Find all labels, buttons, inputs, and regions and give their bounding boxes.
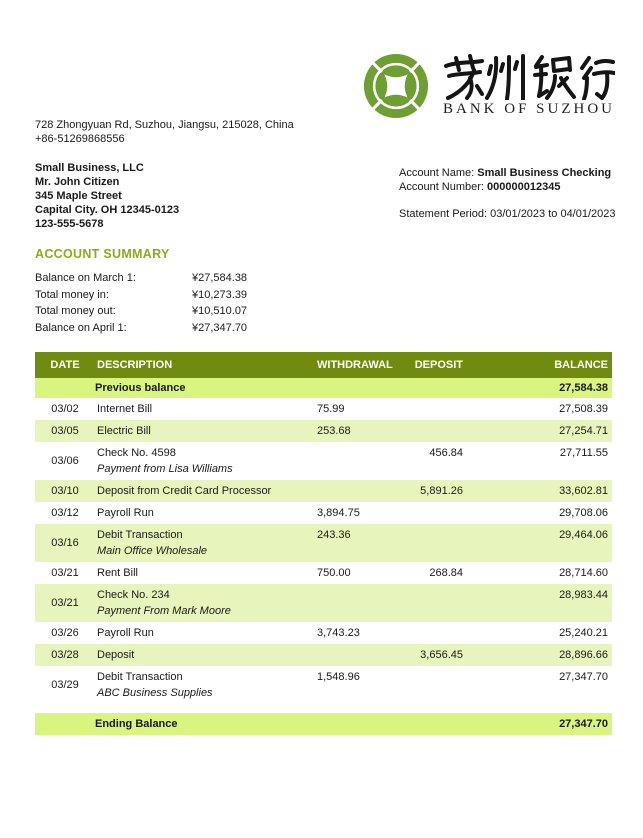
transaction-withdrawal: 75.99	[317, 403, 345, 415]
transaction-description: Check No. 4598 Payment from Lisa Williams	[97, 447, 233, 475]
column-header-date: DATE	[35, 352, 95, 378]
transaction-deposit	[395, 420, 465, 442]
transaction-balance: 28,714.60	[559, 567, 608, 579]
table-row	[35, 644, 612, 666]
transaction-date: 03/06	[51, 455, 79, 467]
statement-period-line	[399, 207, 616, 221]
transaction-deposit	[395, 524, 465, 562]
account-name-value: Small Business Checking	[477, 167, 612, 179]
table-row	[35, 622, 612, 644]
account-summary-section	[35, 247, 355, 336]
transaction-date: 03/21	[51, 597, 79, 609]
transaction-deposit: 456.84	[429, 447, 463, 459]
transaction-deposit	[395, 622, 465, 644]
transaction-description: Deposit from Credit Card Processor	[97, 485, 272, 497]
transaction-balance: 27,508.39	[559, 403, 608, 415]
summary-row	[35, 287, 355, 304]
table-row	[35, 666, 612, 704]
bank-street-address: 728 Zhongyuan Rd, Suzhou, Jiangsu, 215028, China	[35, 119, 294, 131]
account-summary-rows	[35, 270, 355, 336]
table-row	[35, 420, 612, 442]
customer-company: Small Business, LLC	[35, 162, 144, 174]
transaction-description: Rent Bill	[97, 567, 138, 579]
summary-value: ¥27,584.38	[192, 272, 248, 284]
summary-value: ¥10,510.07	[192, 305, 248, 317]
transaction-description: Payroll Run	[97, 507, 154, 519]
transaction-withdrawal: 253.68	[317, 425, 351, 437]
table-row	[35, 562, 612, 584]
transaction-balance: 27,254.71	[559, 425, 608, 437]
transaction-balance: 27,711.55	[559, 447, 608, 459]
column-header-withdrawal: WITHDRAWAL	[312, 352, 395, 378]
summary-label: Balance on March 1:	[35, 272, 136, 284]
summary-row	[35, 303, 355, 320]
transaction-balance: 29,708.06	[559, 507, 608, 519]
column-header-balance: BALANCE	[465, 352, 612, 378]
table-spacer-row	[35, 704, 612, 713]
bank-phone: +86-51269868556	[35, 133, 125, 145]
transaction-deposit	[395, 398, 465, 420]
customer-name: Mr. John Citizen	[35, 176, 120, 188]
bank-brand	[362, 52, 615, 120]
transaction-withdrawal: 3,743.23	[317, 627, 360, 639]
transaction-description: Deposit	[97, 649, 135, 661]
transaction-deposit	[395, 584, 465, 622]
transaction-balance: 33,602.81	[559, 485, 608, 497]
table-row	[35, 502, 612, 524]
account-number-line	[399, 180, 616, 194]
statement-period-label: Statement Period:	[399, 208, 491, 220]
account-name-label: Account Name:	[399, 167, 478, 179]
summary-value: ¥27,347.70	[192, 321, 248, 334]
transaction-withdrawal: 3,894.75	[317, 507, 360, 519]
account-number-label: Account Number:	[399, 181, 488, 193]
summary-label: Total money in:	[35, 288, 109, 301]
account-summary-title: ACCOUNT SUMMARY	[35, 247, 170, 261]
account-info-block	[399, 166, 616, 221]
transaction-date: 03/10	[51, 485, 79, 497]
previous-balance-row	[35, 378, 612, 398]
ending-balance-row	[35, 713, 612, 735]
customer-address-block	[35, 161, 179, 231]
transaction-date: 03/21	[51, 567, 79, 579]
account-name-line	[399, 166, 616, 180]
transaction-description: Debit Transaction Main Office Wholesale	[97, 529, 208, 557]
transaction-withdrawal: 1,548.96	[317, 671, 360, 683]
transaction-description: Internet Bill	[97, 403, 153, 415]
transaction-date: 03/26	[51, 627, 79, 639]
transaction-withdrawal	[312, 644, 395, 666]
table-row	[35, 480, 612, 502]
transaction-withdrawal	[312, 442, 395, 480]
transaction-balance: 28,896.66	[559, 649, 608, 661]
transaction-description: Debit Transaction ABC Business Supplies	[97, 671, 213, 699]
summary-label: Total money out:	[35, 305, 116, 317]
transaction-description: Electric Bill	[97, 425, 151, 437]
transaction-withdrawal: 750.00	[317, 567, 351, 579]
transaction-date: 03/29	[51, 679, 79, 691]
table-row	[35, 442, 612, 480]
customer-city: Capital City. OH 12345-0123	[35, 204, 180, 216]
bank-brand-text	[443, 54, 615, 118]
bank-name-english: BANK OF SUZHOU	[443, 101, 616, 117]
summary-row	[35, 270, 355, 287]
statement-period-value: 03/01/2023 to 04/01/2023	[490, 208, 616, 220]
transaction-date: 03/02	[51, 403, 79, 415]
account-number-value: 000000012345	[487, 181, 561, 193]
transaction-deposit: 3,656.45	[420, 649, 463, 661]
table-row	[35, 584, 612, 622]
transaction-withdrawal	[312, 584, 395, 622]
bank-name-chinese-calligraphy	[443, 54, 615, 100]
transaction-balance: 28,983.44	[559, 589, 608, 601]
summary-row	[35, 320, 355, 337]
transaction-description: Payroll Run	[97, 627, 154, 639]
bank-coin-logo-icon	[362, 52, 430, 120]
transaction-deposit	[395, 502, 465, 524]
transaction-date: 03/12	[51, 507, 79, 519]
transaction-date: 03/28	[51, 649, 79, 661]
transaction-balance: 25,240.21	[559, 627, 608, 639]
customer-street: 345 Maple Street	[35, 190, 122, 202]
summary-label: Balance on April 1:	[35, 321, 127, 334]
transaction-date: 03/16	[51, 537, 79, 549]
customer-phone: 123-555-5678	[35, 218, 104, 230]
ending-balance-amount: 27,347.70	[559, 718, 608, 730]
summary-value: ¥10,273.39	[192, 288, 248, 301]
table-header	[35, 352, 612, 378]
previous-balance-label: Previous balance	[95, 382, 186, 394]
previous-balance-amount: 27,584.38	[559, 382, 608, 394]
column-header-description: DESCRIPTION	[95, 352, 312, 378]
transactions-table	[35, 352, 612, 735]
transaction-date: 03/05	[51, 425, 79, 437]
transaction-withdrawal	[312, 480, 395, 502]
transaction-deposit: 5,891.26	[420, 485, 463, 497]
transaction-deposit: 268.84	[429, 567, 463, 579]
transaction-description: Check No. 234 Payment From Mark Moore	[97, 589, 231, 617]
table-row	[35, 398, 612, 420]
transaction-balance: 27,347.70	[559, 671, 608, 683]
ending-balance-label: Ending Balance	[95, 718, 178, 730]
transaction-deposit	[395, 666, 465, 704]
transaction-balance: 29,464.06	[559, 529, 608, 541]
bank-address-block	[35, 118, 294, 146]
table-row	[35, 524, 612, 562]
column-header-deposit: DEPOSIT	[395, 352, 465, 378]
transaction-withdrawal: 243.36	[317, 529, 351, 541]
